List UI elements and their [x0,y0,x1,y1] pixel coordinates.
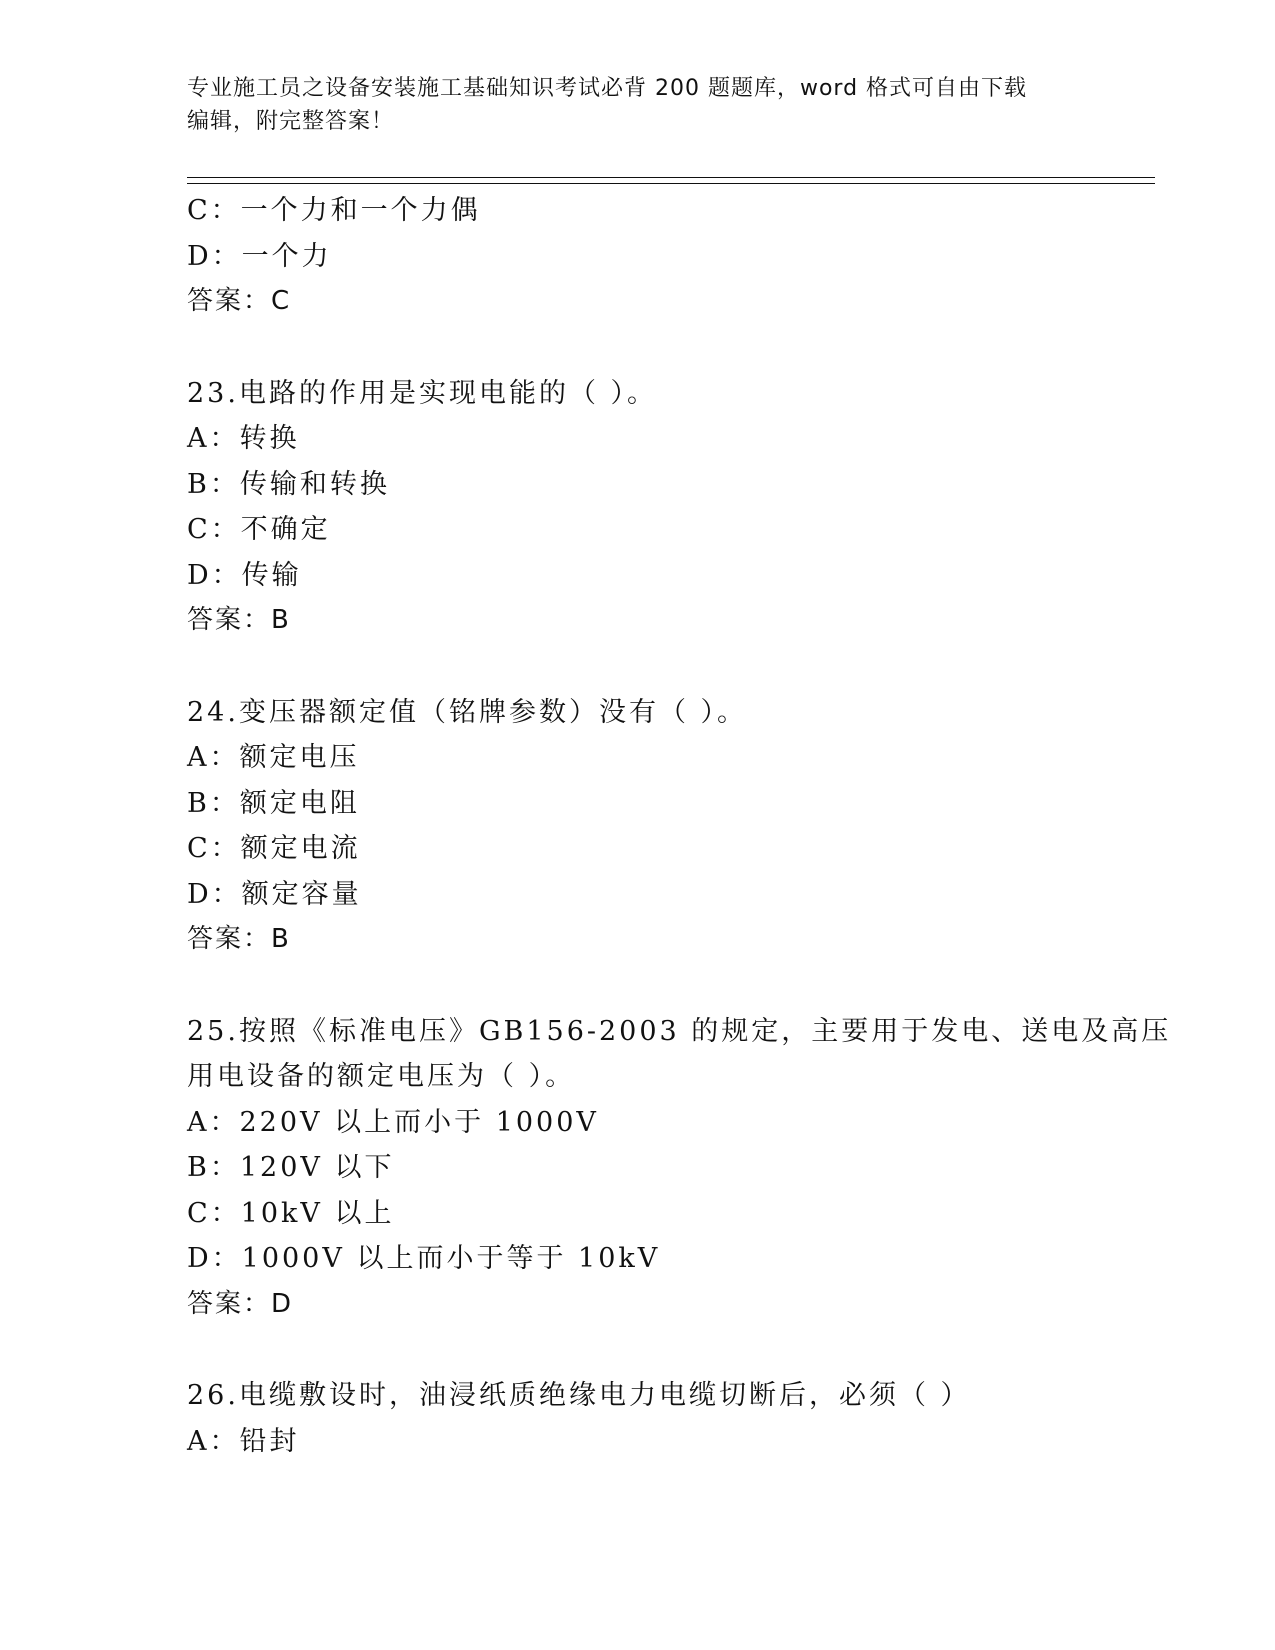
option-c: C：额定电流 [187,833,361,864]
option-c: C：一个力和一个力偶 [187,195,481,226]
option-a: A：转换 [187,423,300,454]
header-line-2: 编辑，附完整答案！ [187,109,395,134]
question-24 [187,690,1147,963]
question-stem-line-2: 用电设备的额定电压为（ ）。 [187,1061,576,1092]
option-c: C：不确定 [187,514,331,545]
header-rule-bottom [187,183,1155,184]
header-rule-top [187,177,1155,178]
question-23 [187,371,1147,644]
question-26 [187,1373,1147,1464]
option-d: D：1000V 以上而小于等于 10kV [187,1243,661,1274]
option-d: D：传输 [187,559,302,591]
answer: 答案：B [187,924,291,954]
answer: 答案：C [187,286,292,316]
option-a: A：额定电压 [187,742,360,773]
option-d: D：额定容量 [187,878,362,910]
option-b: B：额定电阻 [187,787,360,819]
option-b: B：传输和转换 [187,468,390,500]
header-line-1: 专业施工员之设备安装施工基础知识考试必背 200 题题库，word 格式可自由下载 [187,76,1028,101]
answer: 答案：D [187,1288,294,1319]
question-25 [187,1009,1172,1328]
question-stem: 24.变压器额定值（铭牌参数）没有（ ）。 [187,696,748,728]
option-a: A：220V 以上而小于 1000V [187,1106,599,1138]
option-c: C：10kV 以上 [187,1197,395,1229]
option-b: B：120V 以下 [187,1152,395,1183]
option-d: D：一个力 [187,240,332,272]
question-stem: 23.电路的作用是实现电能的（ ）。 [187,377,658,409]
option-a: A：铅封 [187,1425,300,1457]
document-body [187,188,1172,1464]
answer: 答案：B [187,605,291,635]
document-header [187,72,1087,138]
question-stem: 26.电缆敷设时，油浸纸质绝缘电力电缆切断后，必须（ ） [187,1380,971,1411]
question-stem-line-1: 25.按照《标准电压》GB156-2003 的规定，主要用于发电、送电及高压 [187,1015,1172,1047]
